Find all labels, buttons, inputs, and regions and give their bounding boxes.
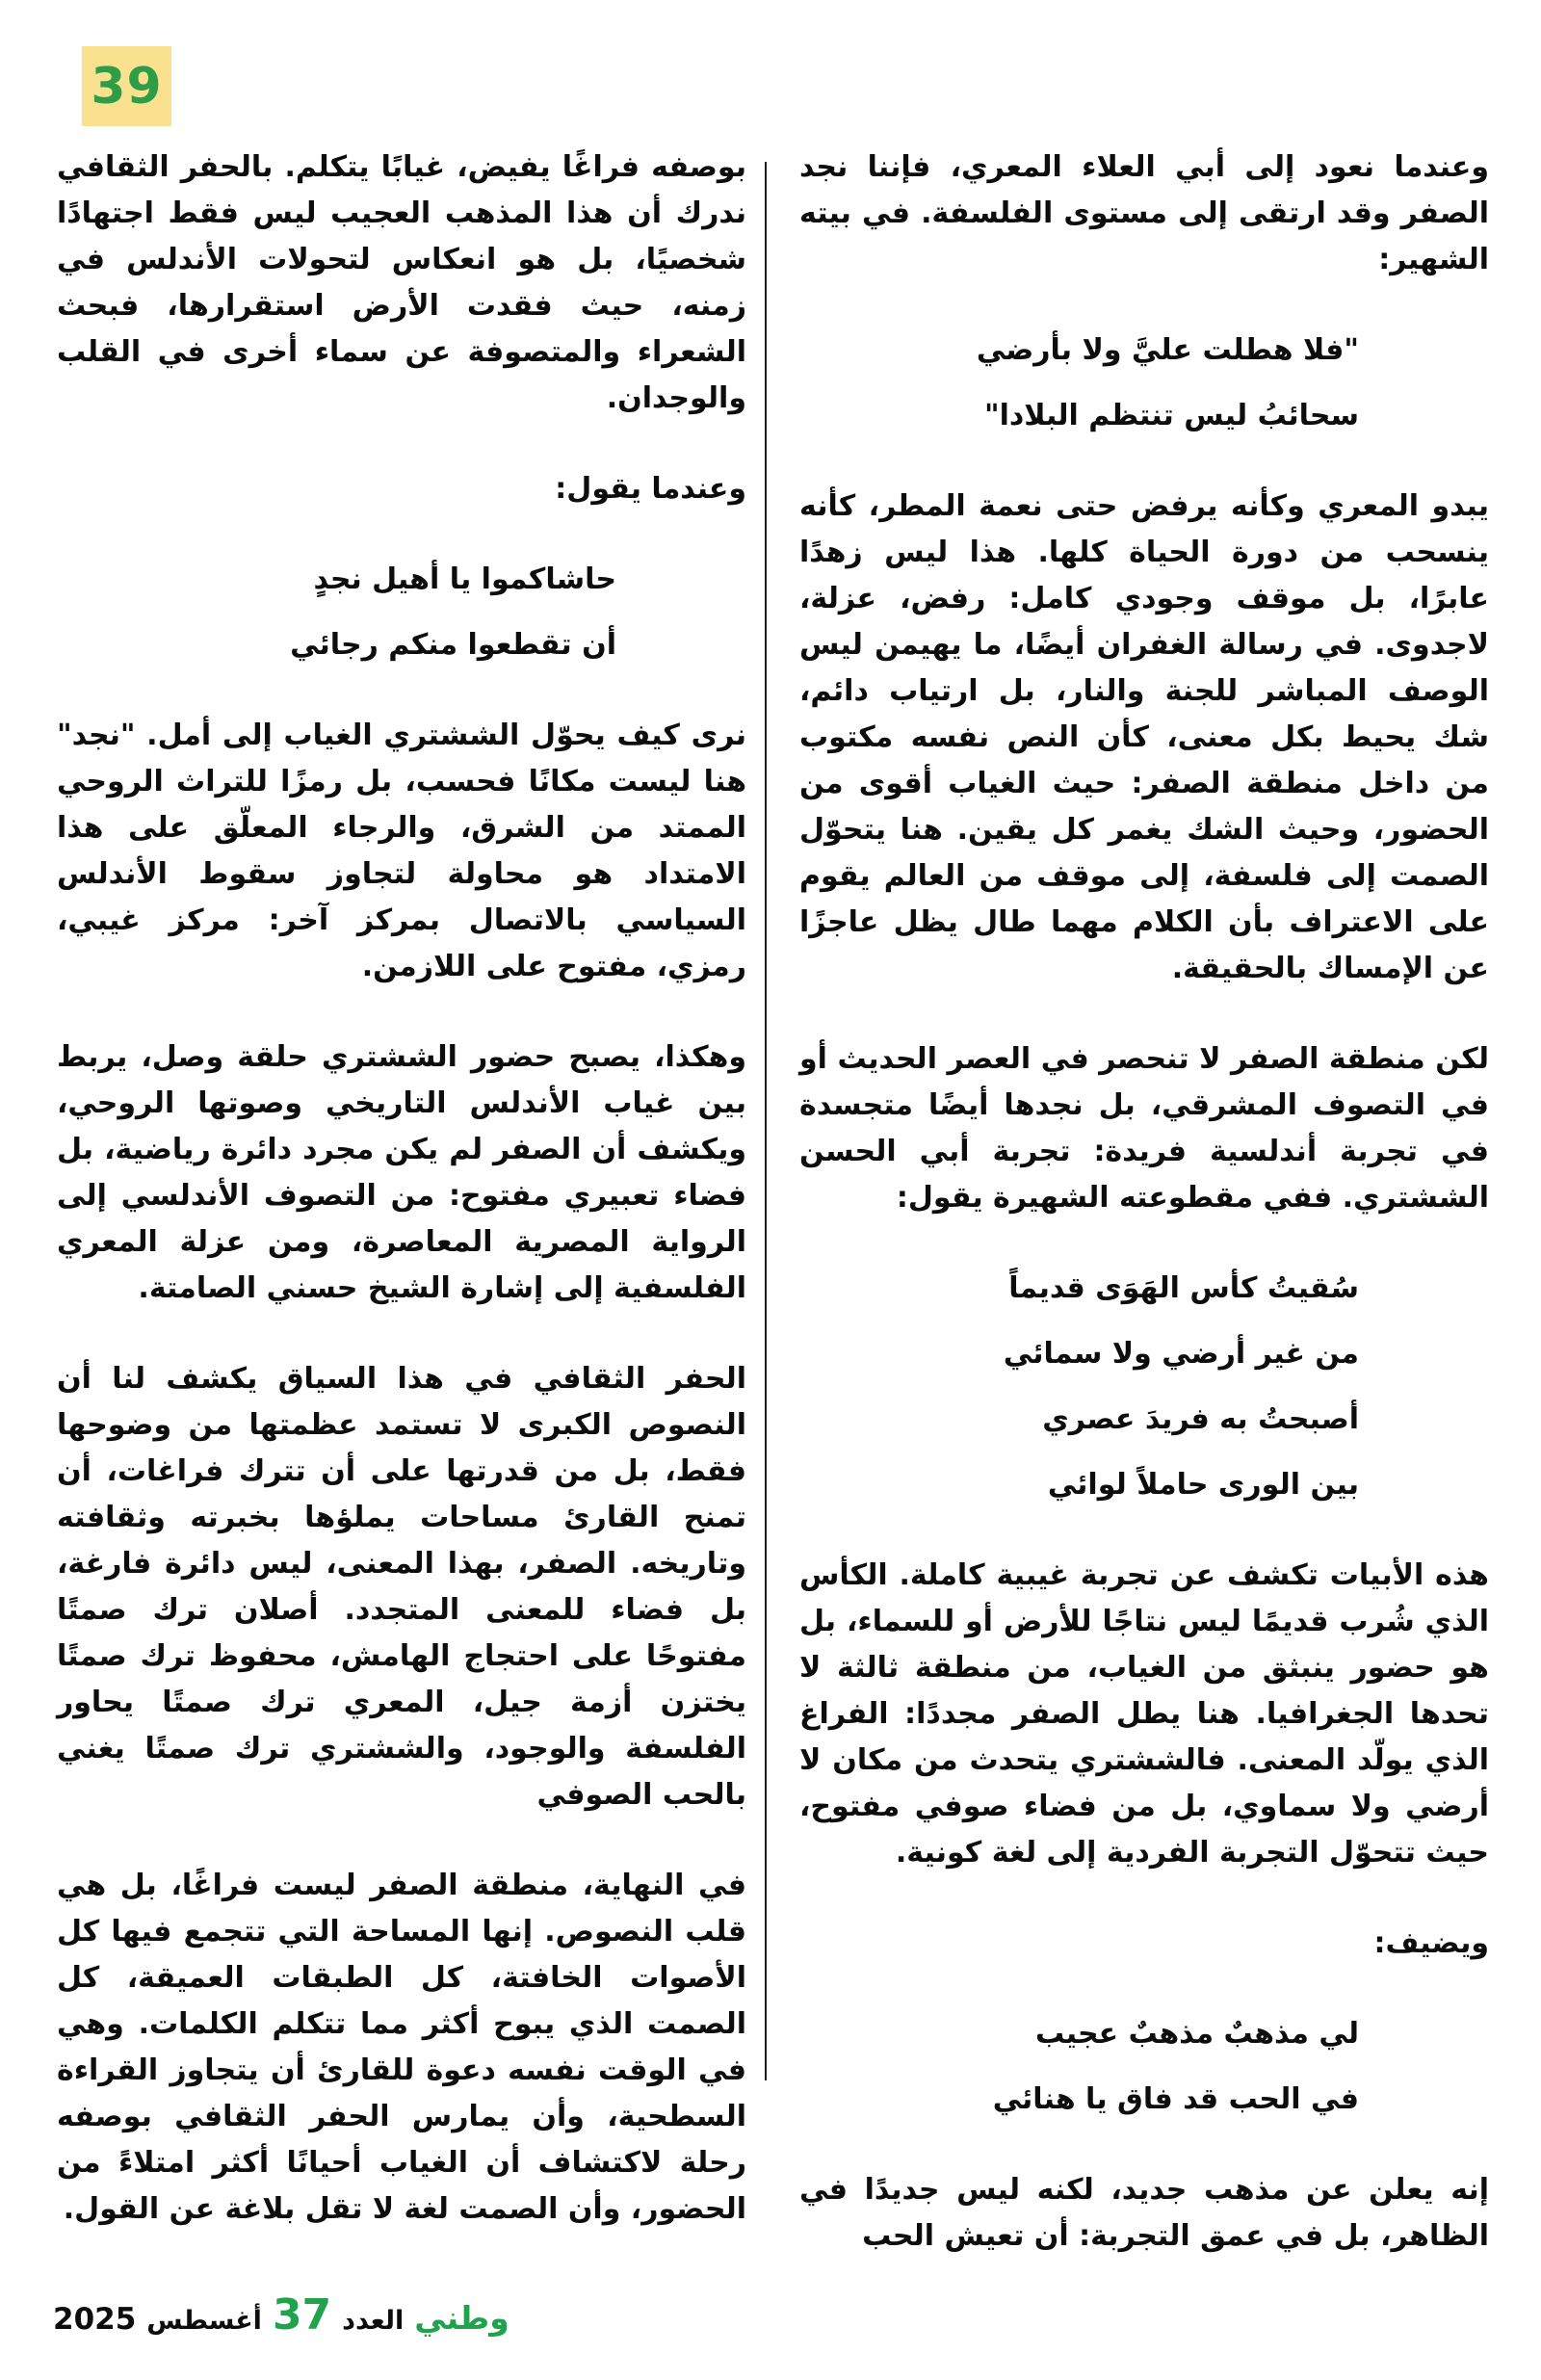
footer — [53, 2290, 509, 2340]
verse-line: بين الورى حاملاً لوائي — [1047, 1468, 1359, 1502]
verse-line: في الحب قد فاق يا هنائي — [992, 2082, 1359, 2116]
body-paragraph: يبدو المعري وكأنه يرفض حتى نعمة المطر، كأنه ينسحب من دورة الحياة كلها. هذا ليس زهدًا عابرًا، بل موقف وجودي كامل: رفض، عزلة، لاجدوى. في رسالة الغفران أيضًا، ما يهيمن ليس الوصف المباشر للجنة والنار، بل ارتياب دائم، شك يحيط بكل معنى، كأن النص نفسه مكتوب من داخل منطقة الصفر: حيث الغياب أقوى من الحضور، وحيث الشك يغمر كل يقين. هنا يتحوّل الصمت إلى فلسفة، إلى موقف من العالم يقوم على الاعتراف بأن الكلام مهما طال يظل عاجزًا عن الإمساك بالحقيقة. — [799, 489, 1489, 985]
body-paragraph: وعندما نعود إلى أبي العلاء المعري، فإننا نجد الصفر وقد ارتقى إلى مستوى الفلسفة. في بيته الشهير: — [799, 150, 1489, 276]
page-number-badge — [82, 46, 171, 126]
body-paragraph: إنه يعلن عن مذهب جديد، لكنه ليس جديدًا في الظاهر، بل في عمق التجربة: أن تعيش الحب — [799, 2173, 1489, 2253]
verse-line: "فلا هطلت عليَّ ولا بأرضي — [976, 333, 1359, 367]
body-paragraph: الحفر الثقافي في هذا السياق يكشف لنا أن النصوص الكبرى لا تستمد عظمتها من وضوحها فقط، بل من قدرتها على أن تترك فراغات، أن تمنح القارئ مساحات يملؤها بخبرته وثقافته وتاريخه. الصفر، بهذا المعنى، ليس دائرة فارغة، بل فضاء للمعنى المتجدد. أصلان ترك صمتًا مفتوحًا على احتجاج الهامش، محفوظ ترك صمتًا يختزن أزمة جيل، المعري ترك صمتًا يحاور الفلسفة والوجود، والششتري ترك صمتًا يغني بالحب الصوفي — [57, 1362, 746, 1812]
verse-line: سُقيتُ كأس الهَوَى قديماً — [1008, 1271, 1359, 1305]
footer-month: أغسطس — [146, 2306, 262, 2336]
article-column-right — [799, 144, 1489, 2304]
body-paragraph: في النهاية، منطقة الصفر ليست فراغًا، بل هي قلب النصوص. إنها المساحة التي تتجمع فيها كل الأصوات الخافتة، كل الطبقات العميقة، كل الصمت الذي يبوح أكثر مما تتكلم الكلمات. وهي في الوقت نفسه دعوة للقارئ أن يتجاوز القراءة السطحية، وأن يمارس الحفر الثقافي بوصفه رحلة لاكتشاف أن الغياب أحيانًا أكثر امتلاءً من الحضور، وأن الصمت لغة لا تقل بلاغة عن القول. — [57, 1869, 746, 2226]
verse-line: من غير أرضي ولا سمائي — [1003, 1337, 1359, 1371]
footer-year: 2025 — [53, 2302, 137, 2337]
body-paragraph: هذه الأبيات تكشف عن تجربة غيبية كاملة. الكأس الذي شُرب قديمًا ليس نتاجًا للأرض أو للسماء، بل هو حضور ينبثق من الغياب، من منطقة ثالثة لا تحدها الجغرافيا. هنا يطل الصفر مجددًا: الفراغ الذي يولّد المعنى. فالششتري يتحدث من مكان لا أرضي ولا سماوي، بل من فضاء صوفي مفتوح، حيث تتحوّل التجربة الفردية إلى لغة كونية. — [799, 1558, 1489, 1870]
article-column-left — [57, 144, 746, 2277]
footer-brand: وطني — [414, 2299, 509, 2337]
verse-line: لي مذهبٌ مذهبٌ عجيب — [1035, 2017, 1359, 2051]
body-paragraph: وعندما يقول: — [555, 472, 746, 506]
verse-line: أن تقطعوا منكم رجائي — [290, 628, 616, 662]
body-paragraph: نرى كيف يحوّل الششتري الغياب إلى أمل. "نجد" هنا ليست مكانًا فحسب، بل رمزًا للتراث الروحي الممتد من الشرق، والرجاء المعلّق على هذا الامتداد هو محاولة لتجاوز سقوط الأندلس السياسي بالاتصال بمركز آخر: مركز غيبي، رمزي، مفتوح على اللازمن. — [57, 719, 746, 983]
verse-line: حاشاكموا يا أهيل نجدٍ — [313, 562, 616, 596]
body-paragraph: لكن منطقة الصفر لا تنحصر في العصر الحديث أو في التصوف المشرقي، بل نجدها أيضًا متجسدة في تجربة أندلسية فريدة: تجربة أبي الحسن الششتري. ففي مقطوعته الشهيرة يقول: — [799, 1042, 1489, 1215]
verse-line: أصبحتُ به فريدَ عصري — [1042, 1402, 1359, 1436]
body-paragraph: بوصفه فراغًا يفيض، غيابًا يتكلم. بالحفر الثقافي ندرك أن هذا المذهب العجيب ليس فقط اجتهادًا شخصيًا، بل هو انعكاس لتحولات الأندلس في زمنه، حيث فقدت الأرض استقرارها، فبحث الشعراء والمتصوفة عن سماء أخرى في القلب والوجدان. — [57, 150, 746, 415]
column-divider — [765, 162, 767, 2080]
body-paragraph: ويضيف: — [1373, 1926, 1489, 1960]
footer-issue-number: 37 — [272, 2290, 332, 2340]
footer-issue-label: العدد — [342, 2306, 405, 2336]
page-number: 39 — [91, 57, 163, 116]
verse-line: سحائبُ ليس تنتظم البلادا" — [983, 399, 1359, 432]
body-paragraph: وهكذا، يصبح حضور الششتري حلقة وصل، يربط بين غياب الأندلس التاريخي وصوتها الروحي، ويكشف أن الصفر لم يكن مجرد دائرة رياضية، بل فضاء تعبيري مفتوح: من التصوف الأندلسي إلى الرواية المصرية المعاصرة، ومن عزلة المعري الفلسفية إلى إشارة الشيخ حسني الصامتة. — [57, 1040, 746, 1305]
